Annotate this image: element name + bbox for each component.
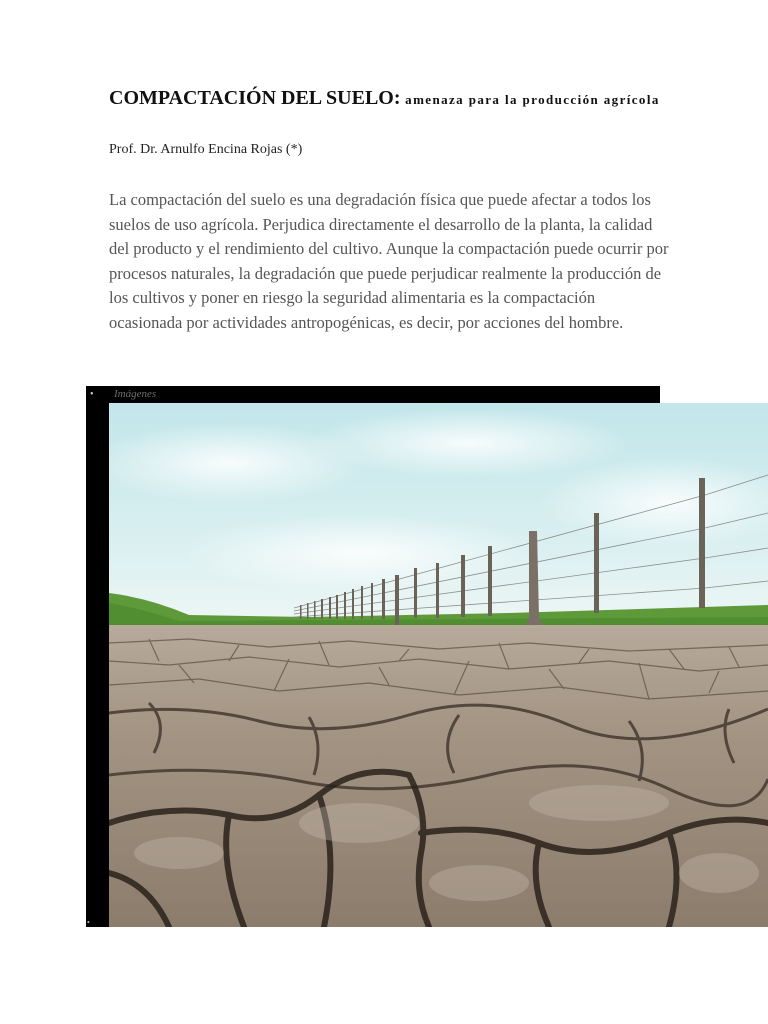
fence-post (488, 546, 492, 616)
fence-post (314, 601, 316, 619)
fence-post (414, 568, 417, 618)
article-paragraph: La compactación del suelo es una degradación física que puede afectar a todos los suelos de uso agrícola. Perjudica directamente el desarrollo de la planta, la calidad del producto y el rendimiento del cultivo. Aunque la compactación puede ocurrir por procesos naturales, la degradación que puede perjudicar realmente la producción de los cultivos y poner en riesgo la seguridad alimentaria es la compactación ocasionada por actividades antropogénicas, es decir, por acciones del hombre. (109, 190, 669, 332)
image-gallery-header (86, 386, 660, 403)
fence-post (461, 555, 465, 617)
fence-post (352, 589, 354, 619)
article-title (109, 84, 669, 109)
fence-post (436, 563, 439, 618)
fence-post (371, 583, 373, 619)
gallery-bullet-icon: • (90, 389, 94, 400)
fence-post (321, 599, 323, 619)
fence-post (699, 478, 705, 608)
cloud (179, 513, 539, 593)
fence-post (300, 605, 302, 619)
fence-post (329, 597, 331, 619)
fence-post (395, 575, 399, 628)
cracked-soil-image (109, 403, 768, 927)
image-gallery-sidebar (86, 403, 109, 927)
fence-post (336, 595, 338, 619)
article-author: Prof. Dr. Arnulfo Encina Rojas (*) (109, 142, 303, 157)
article-title-main: COMPACTACIÓN DEL SUELO: (109, 87, 401, 109)
gallery-tab-images[interactable]: Imágenes (114, 388, 157, 400)
fence-post (382, 579, 385, 619)
fence-post (307, 603, 309, 619)
cloud (309, 408, 629, 478)
fence-post (344, 592, 346, 619)
fence-post (361, 586, 363, 619)
cracked-soil-photo[interactable] (109, 403, 768, 927)
gallery-bullet-bottom-icon: • (87, 918, 90, 927)
fence-post (594, 513, 599, 613)
article-title-subtitle: amenaza para la producción agrícola (400, 92, 660, 107)
